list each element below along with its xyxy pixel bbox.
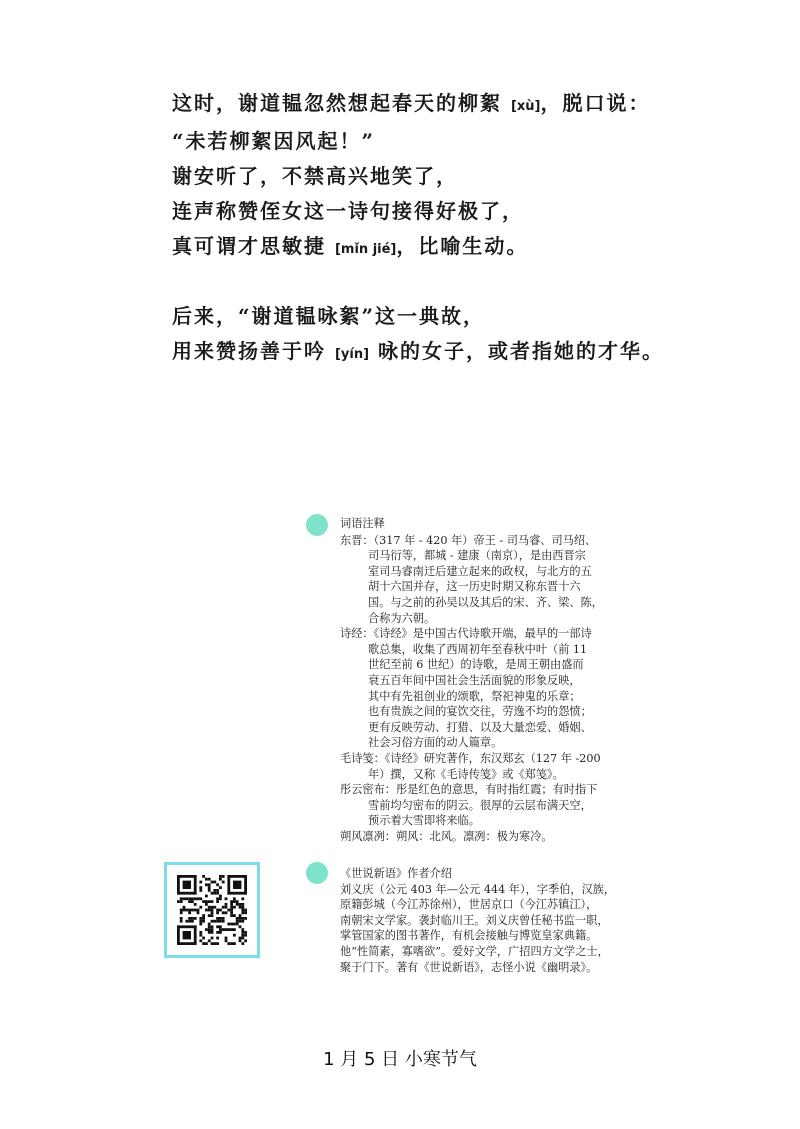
note-text: （317 年 - 420 年）帝王 - 司马睿、司马绍、 <box>373 533 597 547</box>
story-text: ，脱口说： <box>540 91 651 115</box>
note-line <box>340 829 662 845</box>
note-line <box>340 751 662 767</box>
note-entry <box>340 782 662 829</box>
note-term: 彤云密布： <box>340 783 396 797</box>
note-entry <box>340 626 662 751</box>
note-text: 司马衍等，都城 - 建康（南京），是由西晋宗 <box>368 549 586 563</box>
author-line: 他“性简素，寡嗜欲”。爱好文学，广招四方文学之士， <box>340 944 609 958</box>
note-line <box>340 657 662 673</box>
note-line <box>340 689 662 705</box>
story-line <box>172 229 772 267</box>
page-footer: 1 月 5 日 小寒节气 <box>323 1049 477 1070</box>
note-line <box>340 720 662 736</box>
author-line: 刘义庆（公元 403 年—公元 444 年），字季伯，汉族， <box>340 882 616 896</box>
note-line <box>340 673 662 689</box>
story-line <box>172 86 772 124</box>
story-line <box>172 159 772 194</box>
pinyin-annotation: [mǐn jié] <box>334 242 397 257</box>
story-line <box>172 334 772 372</box>
note-line <box>340 642 662 658</box>
note-line <box>340 704 662 720</box>
note-text: 更有反映劳动、打猎、以及大量恋爱、婚姻、 <box>368 720 592 734</box>
story-text: 连声称赞侄女这一诗句接得好极了， <box>172 199 524 223</box>
note-line <box>340 548 662 564</box>
story-text: 真可谓才思敏捷 <box>172 234 335 258</box>
story-text: ，比喻生动。 <box>396 234 529 258</box>
story-line <box>172 299 772 334</box>
note-text: 社会习俗方面的动人篇章。 <box>368 736 503 750</box>
note-text: 合称为六朝。 <box>368 611 436 625</box>
note-line <box>340 595 662 611</box>
word-notes <box>340 516 662 844</box>
author-lines <box>340 882 662 976</box>
note-text: 歌总集，收集了西周初年至春秋中叶（前 11 <box>368 642 588 656</box>
note-line <box>340 782 662 798</box>
author-heading: 《世说新语》作者介绍 <box>340 867 452 880</box>
story-text: 后来，“谢道韫咏絮”这一典故， <box>172 304 486 328</box>
story-text: 谢安听了，不禁高兴地笑了， <box>172 164 458 188</box>
story-text: “未若柳絮因风起！” <box>172 129 376 153</box>
note-term: 毛诗笺： <box>340 751 385 765</box>
qr-code-icon <box>177 875 247 945</box>
note-text: 胡十六国并存，这一历史时期又称东晋十六 <box>368 580 581 594</box>
story-passage <box>172 86 772 372</box>
note-line <box>340 579 662 595</box>
note-text: 衰五百年间中国社会生活面貌的形象反映， <box>368 673 581 687</box>
note-line <box>340 626 662 642</box>
note-text: 朔风：北风。凛冽：极为寒冷。 <box>395 829 553 843</box>
story-text: 用来赞扬善于吟 <box>172 339 335 363</box>
note-line <box>340 798 662 814</box>
story-line <box>172 124 772 159</box>
note-text: 预示着大雪即将来临。 <box>368 814 480 828</box>
note-text: 雪前均匀密布的阴云。很厚的云层布满天空， <box>368 798 592 812</box>
note-text: 也有贵族之间的宴饮交往，劳逸不均的怨愤； <box>368 705 592 719</box>
note-text: 《诗经》是中国古代诗歌开端，最早的一部诗 <box>373 627 592 641</box>
note-line <box>340 564 662 580</box>
story-text: 咏的女子，或者指她的才华。 <box>369 339 665 363</box>
note-line <box>340 611 662 627</box>
notes-heading: 词语注释 <box>340 517 385 530</box>
note-text: 彤是红色的意思，有时指红霞；有时指下 <box>395 783 598 797</box>
note-term: 东晋： <box>340 533 374 547</box>
author-line: 南朝宋文学家。袭封临川王。刘义庆曾任秘书监一职， <box>340 913 609 927</box>
note-text: 国。与之前的孙吴以及其后的宋、齐、梁、陈， <box>368 595 603 609</box>
story-text: 这时，谢道韫忽然想起春天的柳絮 <box>172 91 511 115</box>
notes-bullet-icon <box>306 514 328 536</box>
note-entry <box>340 829 662 845</box>
note-text: 年）撰，又称《毛诗传笺》或《郑笺》。 <box>368 767 564 781</box>
author-intro <box>340 866 662 975</box>
author-bullet-icon <box>306 862 328 884</box>
note-entry <box>340 751 662 782</box>
note-line <box>340 533 662 549</box>
author-line: 原籍彭城（今江苏徐州），世居京口（今江苏镇江）， <box>340 898 598 912</box>
author-line: 掌管国家的图书著作，有机会接触与博览皇家典籍。 <box>340 929 598 943</box>
note-term: 诗经： <box>340 627 374 641</box>
note-text: 室司马睿南迁后建立起来的政权，与北方的五 <box>368 564 592 578</box>
pinyin-annotation: [xù] <box>510 99 541 114</box>
author-line: 聚于门下。著有《世说新语》，志怪小说《幽明录》。 <box>340 960 598 974</box>
notes-entries <box>340 533 662 845</box>
note-line <box>340 813 662 829</box>
note-text: 其中有先祖创业的颂歌，祭祀神鬼的乐章； <box>368 689 581 703</box>
note-line <box>340 767 662 783</box>
note-line <box>340 735 662 751</box>
qr-code[interactable] <box>164 862 260 958</box>
pinyin-annotation: [yín] <box>334 347 370 362</box>
story-line <box>172 194 772 229</box>
note-entry <box>340 533 662 627</box>
note-text: 世纪至前 6 世纪）的诗歌，是周王朝由盛而 <box>368 658 584 672</box>
note-term: 朔风凛冽： <box>340 829 396 843</box>
note-text: 《诗经》研究著作，东汉郑玄（127 年 -200 <box>384 751 601 765</box>
